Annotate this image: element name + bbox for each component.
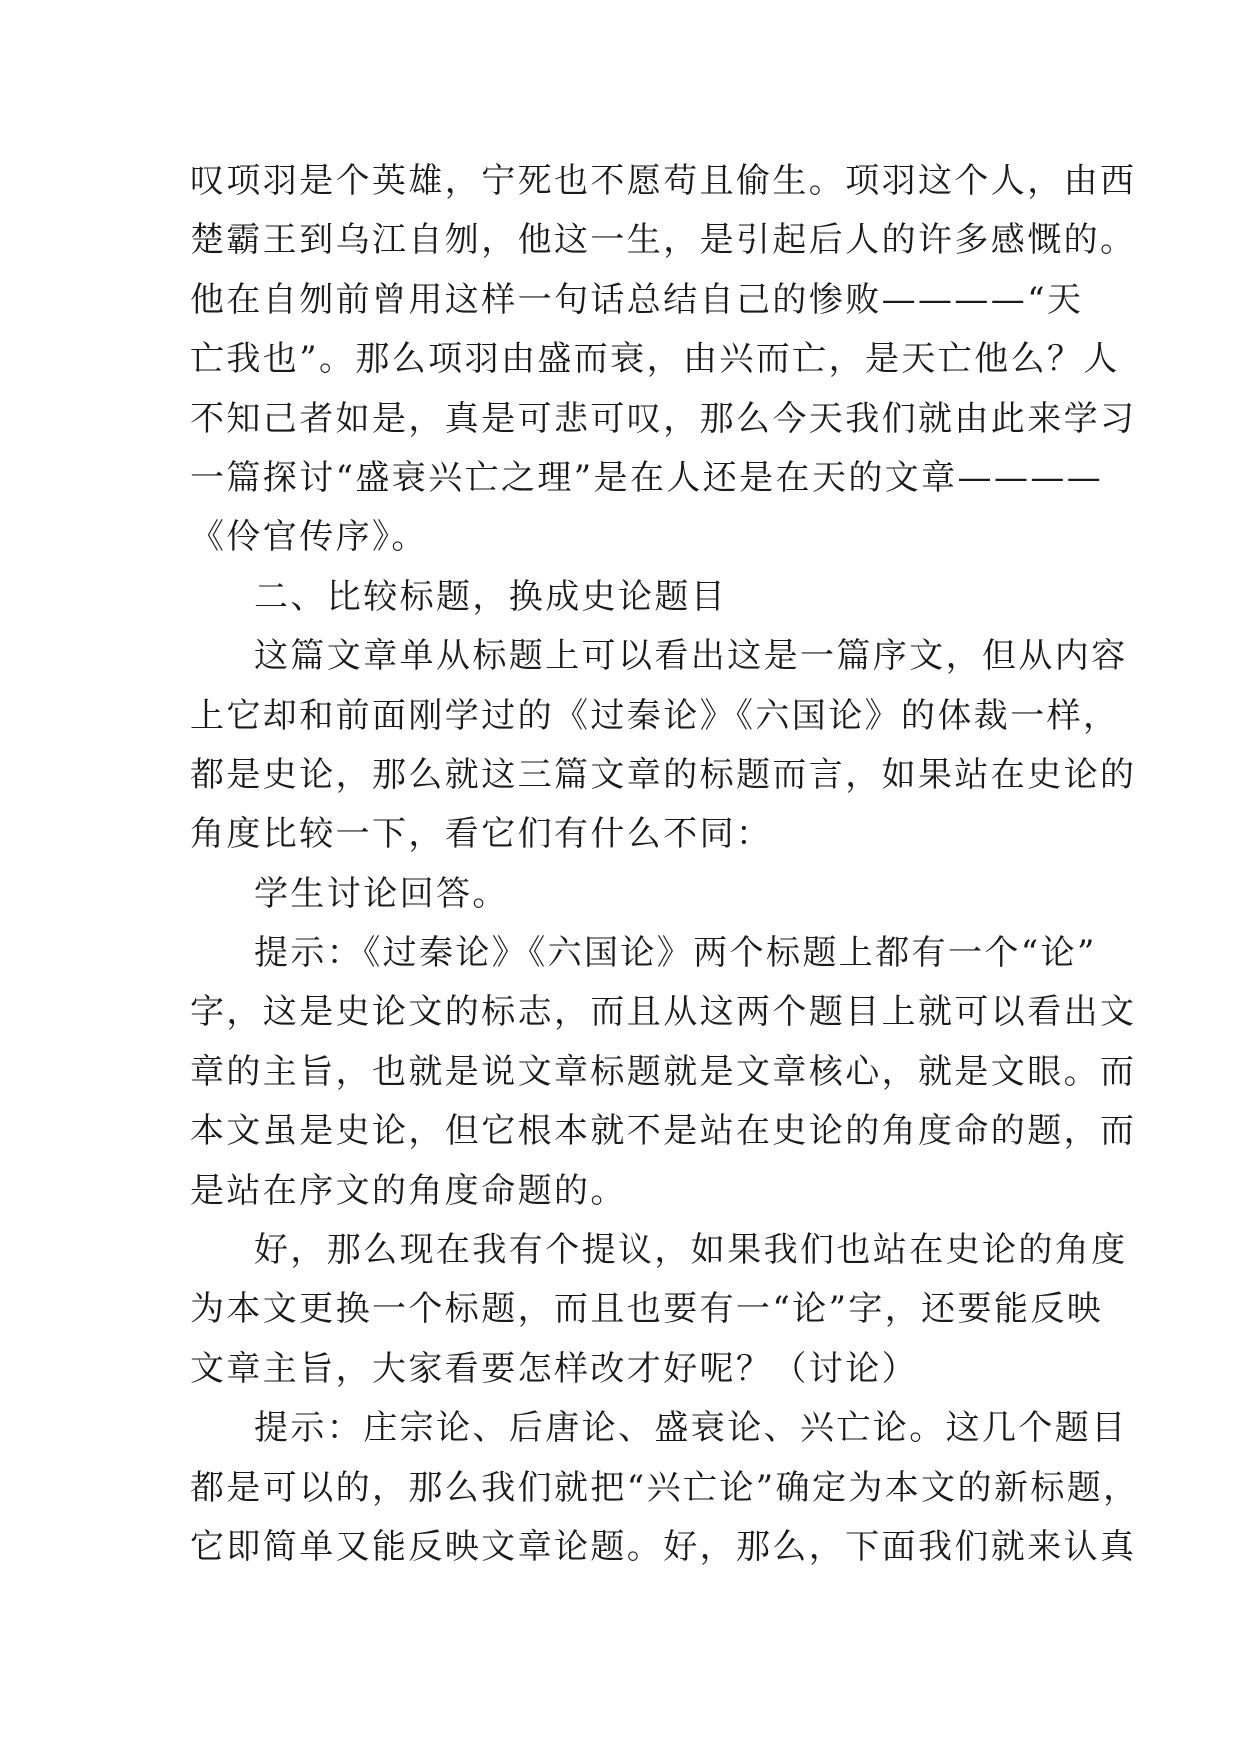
text-line: 《伶官传序》。 [190, 517, 428, 558]
paragraph-start-line: 学生讨论回答。 [254, 873, 509, 914]
text-line: 字，这是史论文的标志，而且从这两个题目上就可以看出文 [190, 992, 1137, 1033]
text-line: 一篇探讨“盛衰兴亡之理”是在人还是在天的文章———— [190, 457, 1104, 498]
text-line: 为本文更换一个标题，而且也要有一“论”字，还要能反映 [190, 1289, 1104, 1330]
text-line: 楚霸王到乌江自刎，他这一生，是引起后人的许多感慨的。 [190, 220, 1137, 261]
text-line: 角度比较一下，看它们有什么不同： [190, 814, 773, 855]
text-line: 都是可以的，那么我们就把“兴亡论”确定为本文的新标题， [190, 1467, 1140, 1508]
text-line: 章的主旨，也就是说文章标题就是文章核心，就是文眼。而 [190, 1051, 1137, 1092]
paragraph-start-line: 提示：《过秦论》《六国论》两个标题上都有一个“论” [254, 933, 1097, 974]
text-line: 文章主旨，大家看要怎样改才好呢？（讨论） [190, 1348, 918, 1389]
section-heading: 二、比较标题，换成史论题目 [254, 576, 728, 617]
text-line: 本文虽是史论，但它根本就不是站在史论的角度命的题，而 [190, 1111, 1137, 1152]
document-body [190, 152, 1140, 1577]
text-line: 上它却和前面刚学过的《过秦论》《六国论》的体裁一样， [190, 695, 1120, 736]
text-line: 亡我也”。那么项羽由盛而衰，由兴而亡，是天亡他么？人 [190, 339, 1120, 380]
text-line: 是站在序文的角度命题的。 [190, 1170, 627, 1211]
text-line: 都是史论，那么就这三篇文章的标题而言，如果站在史论的 [190, 754, 1137, 795]
paragraph-start-line: 这篇文章单从标题上可以看出这是一篇序文，但从内容 [254, 636, 1128, 677]
paragraph-start-line: 好，那么现在我有个提议，如果我们也站在史论的角度 [254, 1230, 1128, 1271]
text-line: 他在自刎前曾用这样一句话总结自己的惨败————“天 [190, 279, 1084, 320]
paragraph-start-line: 提示：庄宗论、后唐论、盛衰论、兴亡论。这几个题目 [254, 1408, 1128, 1449]
text-line: 叹项羽是个英雄，宁死也不愿苟且偷生。项羽这个人，由西 [190, 161, 1137, 201]
text-line: 不知己者如是，真是可悲可叹，那么今天我们就由此来学习 [190, 398, 1137, 439]
text-line: 它即简单又能反映文章论题。好，那么，下面我们就来认真 [190, 1526, 1137, 1567]
